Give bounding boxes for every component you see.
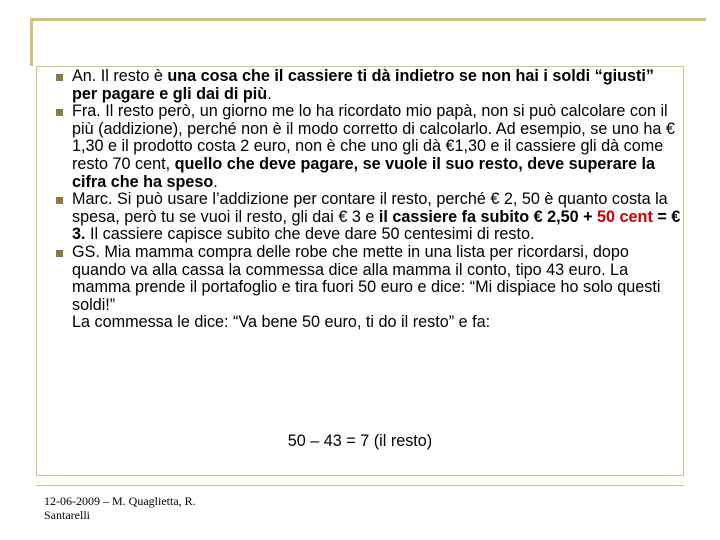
bullet-item-gs: [52, 244, 682, 332]
text-run: il cassiere fa subito € 2,50 +: [378, 207, 598, 226]
bullet-text: [72, 190, 680, 243]
formula: 50 – 43 = 7 (il resto): [287, 432, 433, 450]
text-run: La commessa le dice: “Va bene 50 euro, ti do il resto” e fa:: [72, 313, 491, 332]
decorative-left-line: [30, 18, 33, 66]
square-bullet-icon: [56, 109, 63, 116]
bullet-item-an: [52, 68, 682, 103]
bullet-text: [72, 67, 654, 103]
bullet-item-marc: [52, 191, 682, 244]
bullet-item-fra: [52, 103, 682, 191]
text-run: quello che deve pagare, se vuole il suo resto, deve superare la cifra che ha speso: [72, 154, 656, 191]
text-run: .: [267, 84, 272, 103]
text-run: Il cassiere capisce subito che deve dare 50 centesimi di resto.: [85, 225, 535, 244]
text-run: 50 cent: [597, 207, 653, 226]
square-bullet-icon: [56, 250, 63, 257]
bullet-list: [52, 68, 682, 332]
square-bullet-icon: [56, 197, 63, 204]
text-run: una cosa che il cassiere ti dà indietro se non hai i soldi “giusti” per pagare e gli dai di più: [72, 67, 655, 103]
footer-credit: 12-06-2009 – M. Quaglietta, R. Santarelli: [44, 494, 196, 522]
text-run: .: [213, 172, 218, 191]
text-run: GS. Mia mamma compra delle robe che mette in una lista per ricordarsi, dopo quando va alla cassa la commessa dice alla mamma il conto, tipo 43 euro. La mamma prende il portafoglio e tira fuori 50 euro e dice: “Mi dispiace ho solo questi soldi!”: [72, 242, 661, 314]
text-run: = € 3.: [72, 207, 681, 244]
bullet-text: [72, 243, 660, 331]
text-run: An. Il resto è: [72, 67, 168, 85]
text-run: Fra. Il resto però, un giorno me lo ha ricordato mio papà, non si può calcolare con il più (addizione), perché non è il modo corretto di calcolarlo. Ad esempio, se uno ha € 1,30 e il prodotto costa 2 euro, non è che uno gli dà €1,30 e il cassiere gli dà come resto 70 cent,: [72, 102, 675, 173]
decorative-top-line: [30, 18, 706, 21]
footer-divider: [36, 485, 684, 486]
text-run: Marc. Si può usare l’addizione per contare il resto, perché € 2, 50 è quanto costa la spesa, però tu se vuoi il resto, gli dai € 3 e: [72, 190, 668, 226]
bullet-text: [72, 102, 675, 190]
square-bullet-icon: [56, 74, 63, 81]
